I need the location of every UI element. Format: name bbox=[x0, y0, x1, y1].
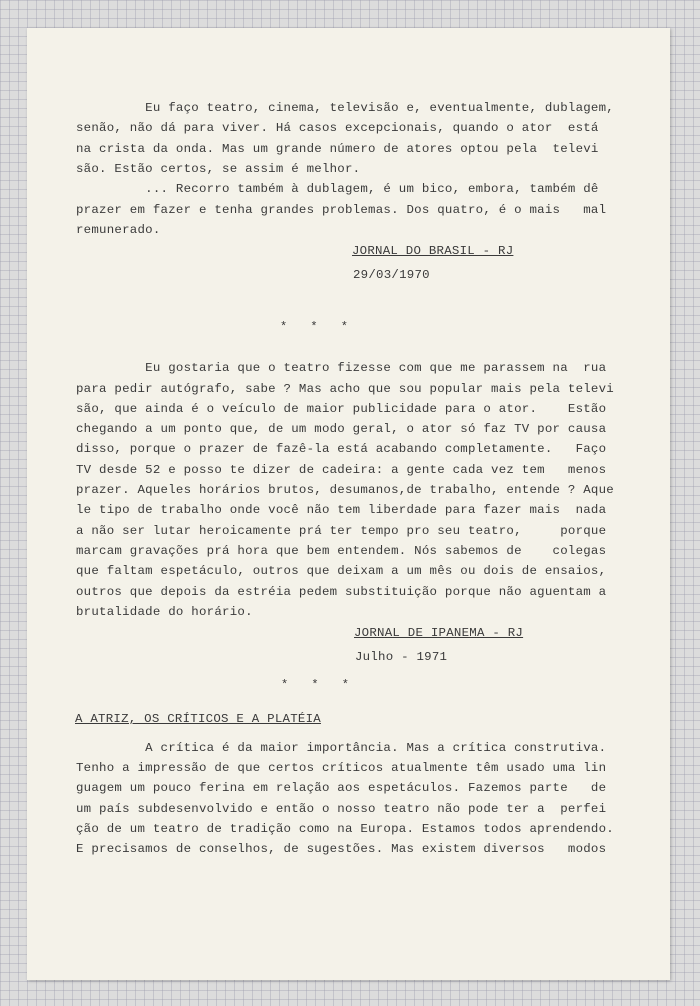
text-line: prazer em fazer e tenha grandes problemas. Dos quatro, é o mais mal bbox=[76, 203, 607, 217]
text-line: a não ser lutar heroicamente prá ter tempo pro seu teatro, porque bbox=[76, 524, 607, 538]
text-line: para pedir autógrafo, sabe ? Mas acho que sou popular mais pela televi bbox=[76, 382, 614, 396]
section-divider: * * * bbox=[281, 678, 358, 692]
text-line: Eu gostaria que o teatro fizesse com que me parassem na rua bbox=[76, 361, 607, 375]
text-line: A crítica é da maior importância. Mas a crítica construtiva. bbox=[76, 741, 607, 755]
text-line: são. Estão certos, se assim é melhor. bbox=[76, 162, 361, 176]
text-line: remunerado. bbox=[76, 223, 161, 237]
text-line: um país subdesenvolvido e então o nosso teatro não pode ter a perfei bbox=[76, 802, 607, 816]
text-line: E precisamos de conselhos, de sugestões. Mas existem diversos modos bbox=[76, 842, 607, 856]
text-line: brutalidade do horário. bbox=[76, 605, 253, 619]
text-line: Tenho a impressão de que certos críticos atualmente têm usado uma lin bbox=[76, 761, 607, 775]
text-line: ... Recorro também à dublagem, é um bico, embora, também dê bbox=[76, 182, 599, 196]
text-line: guagem um pouco ferina em relação aos espetáculos. Fazemos parte de bbox=[76, 781, 607, 795]
text-line: outros que depois da estréia pedem substituição porque não aguentam a bbox=[76, 585, 607, 599]
source-citation: JORNAL DO BRASIL - RJ bbox=[352, 244, 514, 258]
text-line: são, que ainda é o veículo de maior publicidade para o ator. Estão bbox=[76, 402, 607, 416]
document-page bbox=[27, 28, 670, 980]
text-line: TV desde 52 e posso te dizer de cadeira: a gente cada vez tem menos bbox=[76, 463, 607, 477]
text-line: marcam gravações prá hora que bem entendem. Nós sabemos de colegas bbox=[76, 544, 607, 558]
section-divider: * * * bbox=[280, 320, 357, 334]
text-line: ção de um teatro de tradição como na Europa. Estamos todos aprendendo. bbox=[76, 822, 614, 836]
section-heading: A ATRIZ, OS CRÍTICOS E A PLATÉIA bbox=[75, 712, 321, 726]
text-line: disso, porque o prazer de fazê-la está acabando completamente. Faço bbox=[76, 442, 607, 456]
text-line: le tipo de trabalho onde você não tem liberdade para fazer mais nada bbox=[76, 503, 607, 517]
text-line: na crista da onda. Mas um grande número de atores optou pela televi bbox=[76, 142, 599, 156]
source-citation: JORNAL DE IPANEMA - RJ bbox=[354, 626, 524, 640]
text-line: prazer. Aqueles horários brutos, desumanos,de trabalho, entende ? Aque bbox=[76, 483, 614, 497]
text-line: que faltam espetáculo, outros que deixam a um mês ou dois de ensaios, bbox=[76, 564, 607, 578]
text-line: chegando a um ponto que, de um modo geral, o ator só faz TV por causa bbox=[76, 422, 607, 436]
source-date: Julho - 1971 bbox=[355, 650, 448, 664]
text-line: senão, não dá para viver. Há casos excepcionais, quando o ator está bbox=[76, 121, 599, 135]
source-date: 29/03/1970 bbox=[353, 268, 430, 282]
text-line: Eu faço teatro, cinema, televisão e, eventualmente, dublagem, bbox=[76, 101, 614, 115]
